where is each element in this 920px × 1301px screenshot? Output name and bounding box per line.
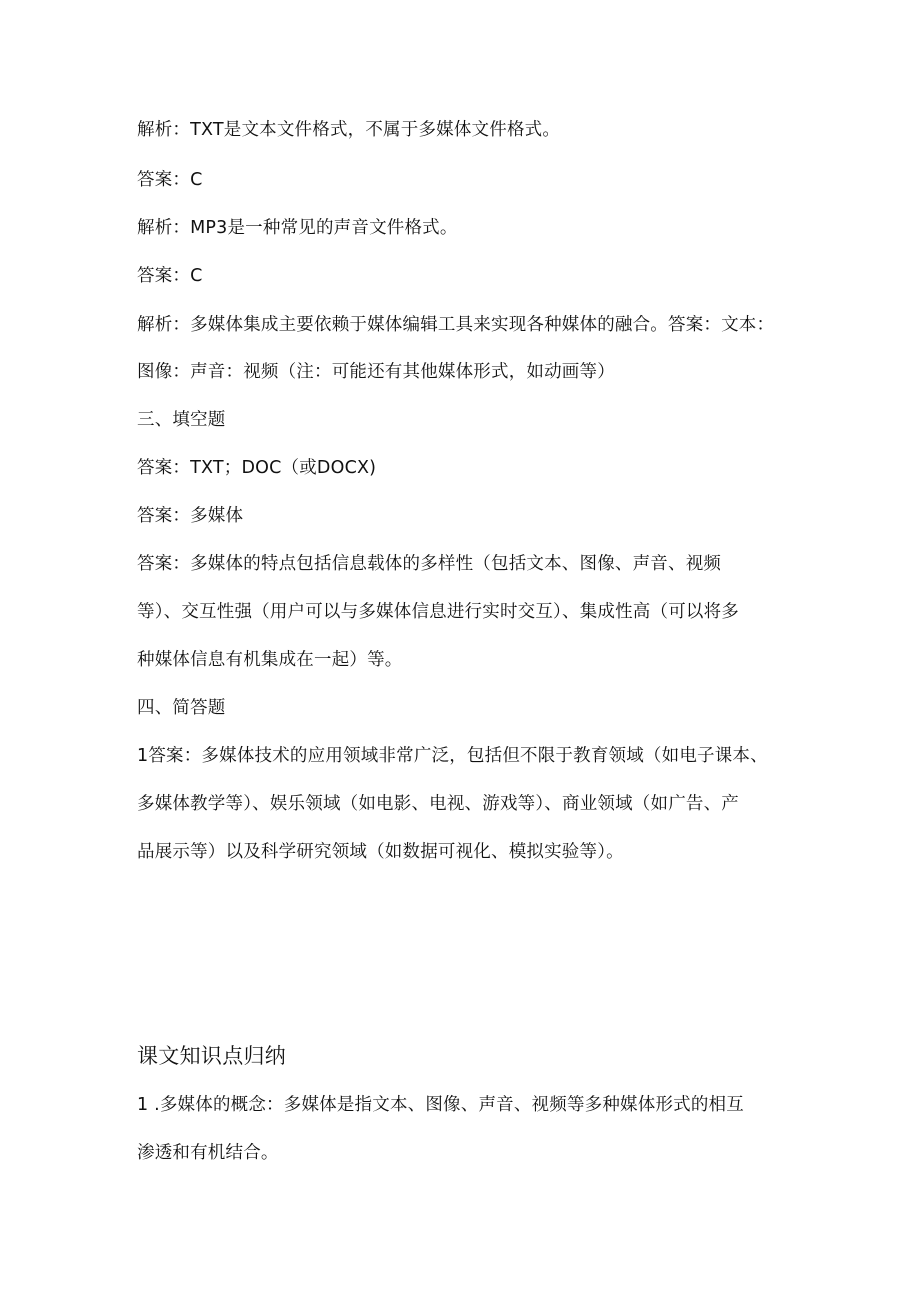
answer-line-6-cont-2: 品展示等）以及科学研究领域（如数据可视化、模拟实验等）。 bbox=[137, 842, 624, 862]
analysis-line-2: 解析：MP3是一种常见的声音文件格式。 bbox=[137, 218, 458, 238]
answer-line-4: 答案：多媒体 bbox=[137, 506, 244, 526]
answer-line-5-cont-2: 种媒体信息有机集成在一起）等。 bbox=[137, 650, 403, 670]
summary-section-title: 课文知识点归纳 bbox=[137, 1044, 287, 1068]
section-heading-fill-blank: 三、填空题 bbox=[137, 410, 226, 430]
answer-line-6-cont-1: 多媒体教学等）、娱乐领域（如电影、电视、游戏等）、商业领域（如广告、产 bbox=[137, 794, 739, 814]
answer-line-6: 1答案：多媒体技术的应用领域非常广泛，包括但不限于教育领域（如电子课本、 bbox=[137, 746, 768, 766]
summary-line-2: 渗透和有机结合。 bbox=[137, 1143, 279, 1163]
answer-line-3: 答案：TXT；DOC（或DOCX) bbox=[137, 458, 377, 478]
answer-line-5: 答案：多媒体的特点包括信息载体的多样性（包括文本、图像、声音、视频 bbox=[137, 554, 722, 574]
analysis-line-3: 解析：多媒体集成主要依赖于媒体编辑工具来实现各种媒体的融合。答案：文本： bbox=[137, 315, 775, 335]
section-heading-short-answer: 四、简答题 bbox=[137, 698, 226, 718]
answer-line-1: 答案：C bbox=[137, 170, 203, 190]
analysis-line-1: 解析：TXT是文本文件格式，不属于多媒体文件格式。 bbox=[137, 120, 561, 140]
answer-line-2: 答案：C bbox=[137, 266, 203, 286]
analysis-line-3-cont: 图像：声音：视频（注：可能还有其他媒体形式，如动画等） bbox=[137, 362, 615, 382]
summary-line-1: 1 .多媒体的概念：多媒体是指文本、图像、声音、视频等多种媒体形式的相互 bbox=[137, 1095, 744, 1115]
answer-line-5-cont-1: 等）、交互性强（用户可以与多媒体信息进行实时交互）、集成性高（可以将多 bbox=[137, 602, 739, 622]
